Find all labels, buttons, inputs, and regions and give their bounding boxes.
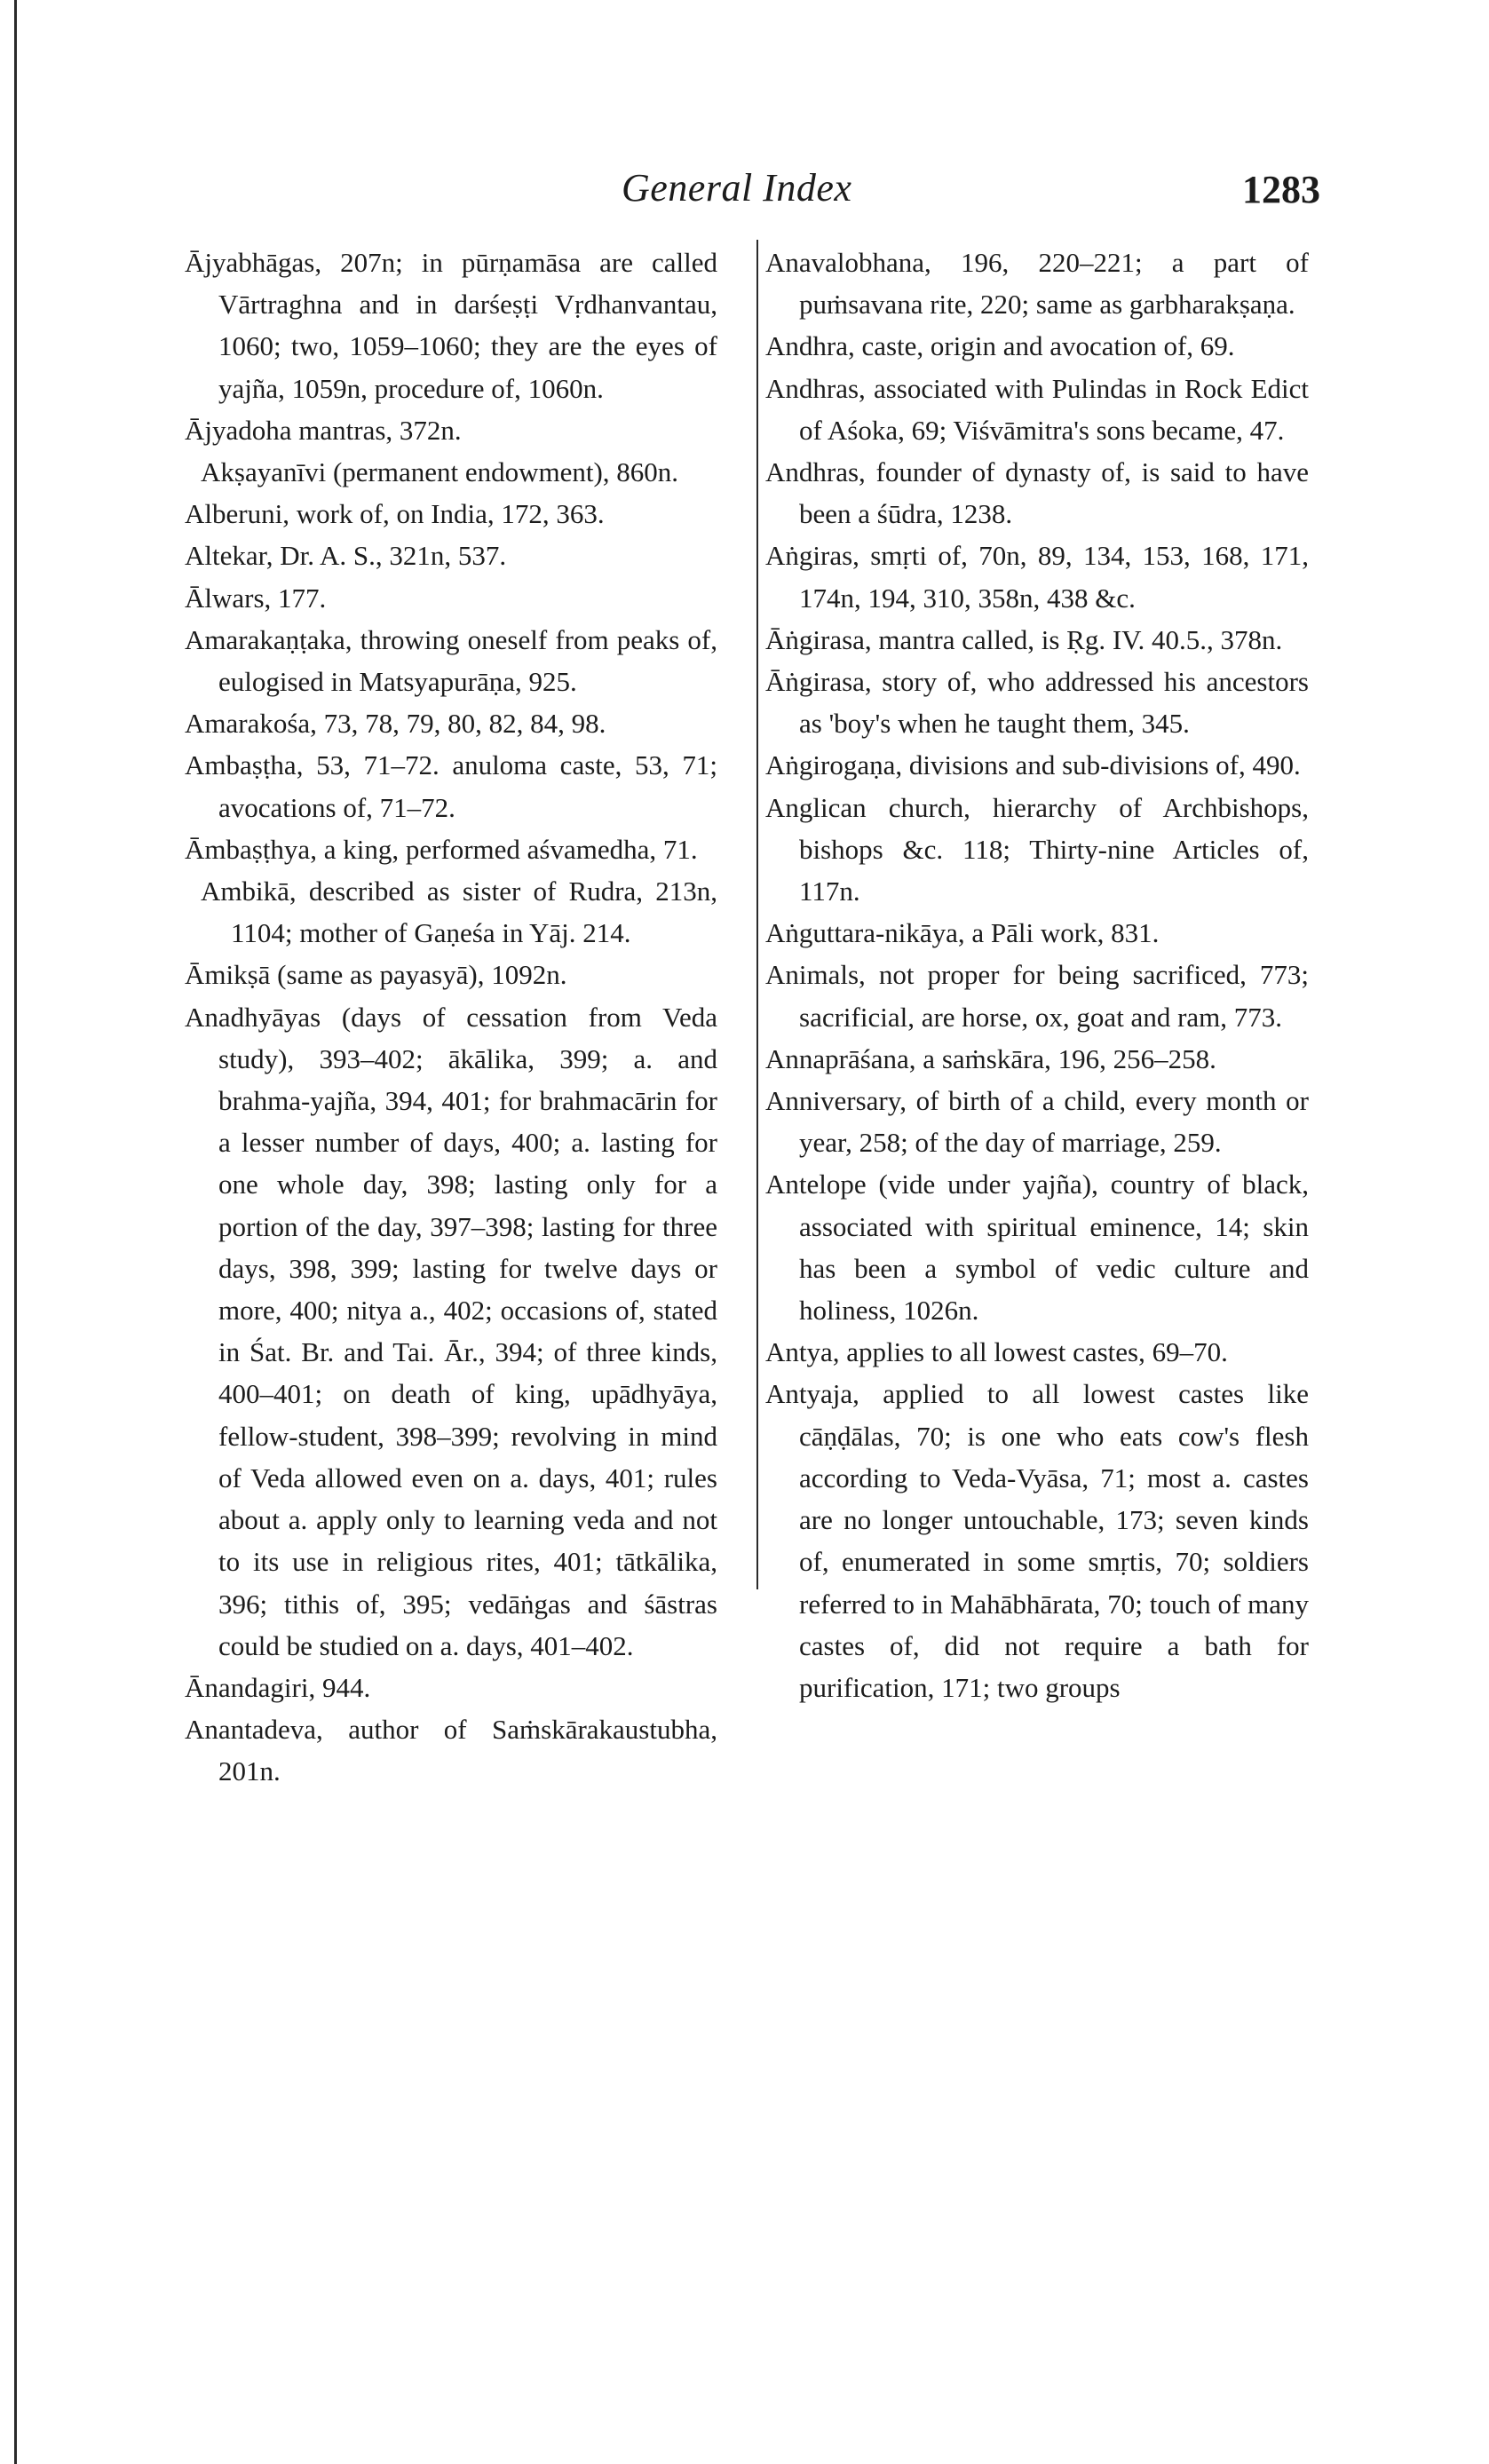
index-entry: Āmikṣā (same as payasyā), 1092n. (185, 959, 567, 991)
index-entry: Akṣayanīvi (permanent endowment), 860n. (201, 456, 679, 488)
index-entry: Anavalobhana, 196, 220–221; a part of puṁsavana rite, 220; same as garbharakṣaṇa. (765, 247, 1309, 321)
column-divider (756, 240, 758, 1589)
page-header (0, 158, 1489, 211)
index-entry: Anniversary, of birth of a child, every month or year, 258; of the day of marriage, 259. (765, 1085, 1309, 1159)
index-entry: Aṅgirogaṇa, divisions and sub-divisions of, 490. (765, 749, 1301, 781)
index-entry: Andhras, founder of dynasty of, is said to have been a śūdra, 1238. (765, 456, 1309, 530)
index-entry: Ājyadoha mantras, 372n. (185, 414, 462, 446)
index-entry: Amarakaṇṭaka, throwing oneself from peaks of, eulogised in Matsyapurāṇa, 925. (185, 623, 717, 698)
index-entry: Andhra, caste, origin and avocation of, 69. (765, 330, 1235, 362)
index-entry: Āmbaṣṭhya, a king, performed aśvamedha, 71. (185, 833, 698, 865)
page-number: 1283 (1242, 168, 1320, 211)
left-column (185, 242, 717, 1793)
index-entry: Animals, not proper for being sacrificed, 773; sacrificial, are horse, ox, goat and ram, 773. (765, 959, 1309, 1033)
index-entry: Alberuni, work of, on India, 172, 363. (185, 498, 605, 530)
index-entry: Ājyabhāgas, 207n; in pūrṇamāsa are called Vārtraghna and in darśeṣṭi Vṛdhanvantau, 1060; two, 1059–1060; they are the eyes of yajña, 1059n, procedure of, 1060n. (185, 247, 717, 404)
index-entry: Ambikā, described as sister of Rudra, 213n, 1104; mother of Gaṇeśa in Yāj. 214. (201, 875, 717, 949)
index-entry: Altekar, Dr. A. S., 321n, 537. (185, 540, 507, 572)
index-entry: Aṅgiras, smṛti of, 70n, 89, 134, 153, 168, 171, 174n, 194, 310, 358n, 438 &c. (765, 540, 1309, 614)
index-entry: Antya, applies to all lowest castes, 69–70. (765, 1336, 1228, 1368)
running-title: General Index (622, 166, 852, 210)
index-entry: Āṅgirasa, story of, who addressed his ancestors as 'boy's when he taught them, 345. (765, 666, 1309, 740)
index-entry: Andhras, associated with Pulindas in Rock Edict of Aśoka, 69; Viśvāmitra's sons became, 47. (765, 372, 1309, 446)
right-column (765, 242, 1309, 1708)
page-edge-rule (14, 0, 17, 2464)
index-entry: Ālwars, 177. (185, 582, 327, 614)
index-entry: Ambaṣṭha, 53, 71–72. anuloma caste, 53, 71; avocations of, 71–72. (185, 749, 717, 823)
index-entry: Antelope (vide under yajña), country of black, associated with spiritual eminence, 14; skin has been a symbol of vedic culture and holiness, 1026n. (765, 1169, 1309, 1327)
index-entry: Āṅgirasa, mantra called, is Ṛg. IV. 40.5., 378n. (765, 623, 1283, 655)
index-entry: Amarakośa, 73, 78, 79, 80, 82, 84, 98. (185, 708, 606, 740)
index-entry: Anglican church, hierarchy of Archbishops, bishops &c. 118; Thirty-nine Articles of, 117n. (765, 791, 1309, 907)
index-entry: Ānandagiri, 944. (185, 1671, 371, 1703)
index-entry: Antyaja, applied to all lowest castes like cāṇḍālas, 70; is one who eats cow's flesh according to Veda-Vyāsa, 71; most a. castes are no longer untouchable, 173; seven kinds of, enumerated in some smṛtis, 70; soldiers referred to in Mahābhārata, 70; touch of many castes of, did not require a bath for purification, 171; two groups (765, 1378, 1309, 1703)
index-entry: Aṅguttara-nikāya, a Pāli work, 831. (765, 917, 1160, 949)
index-entry: Annaprāśana, a saṁskāra, 196, 256–258. (765, 1042, 1216, 1074)
index-entry: Anadhyāyas (days of cessation from Veda study), 393–402; ākālika, 399; a. and brahma-yajña, 394, 401; for brahmacārin for a lesser number of days, 400; a. lasting for one whole day, 398; lasting only for a portion of the day, 397–398; lasting for three days, 398, 399; lasting for twelve days or more, 400; nitya a., 402; occasions of, stated in Śat. Br. and Tai. Ār., 394; of three kinds, 400–401; on death of king, upādhyāya, fellow-student, 398–399; revolving in mind of Veda allowed even on a. days, 401; rules about a. apply only to learning veda and not to its use in religious rites, 401; tātkālika, 396; tithis of, 395; vedāṅgas and śāstras could be studied on a. days, 401–402. (185, 1001, 717, 1661)
index-entry: Anantadeva, author of Saṁskārakaustubha, 201n. (185, 1714, 717, 1787)
